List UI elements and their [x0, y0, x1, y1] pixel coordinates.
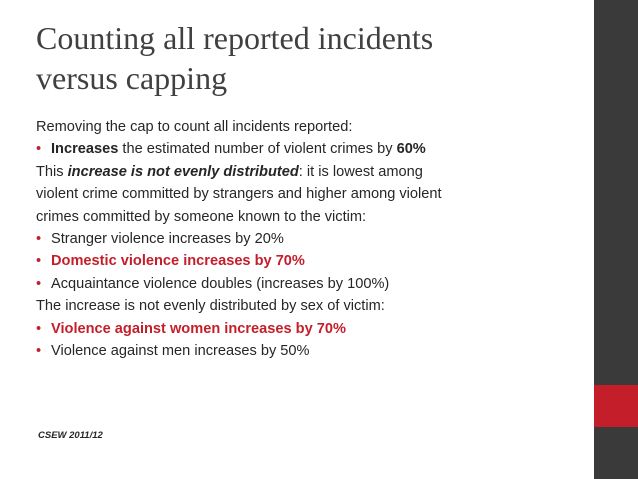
bullet-icon: •	[36, 320, 42, 337]
bullet-increases-bold: Increases	[51, 141, 119, 158]
distribution-paragraph-line-2: violent crime committed by strangers and higher among violent	[36, 186, 442, 203]
sidebar-accent-block	[594, 385, 638, 427]
bullet-men-violence	[36, 340, 556, 362]
bullet-increases	[36, 138, 556, 160]
bullet-increases-value: 60%	[396, 141, 426, 158]
bullet-women-violence	[36, 318, 556, 340]
bullet-women-text: Violence against women increases by 70%	[51, 320, 346, 337]
bullet-icon: •	[36, 231, 42, 248]
distribution-paragraph-line-1	[36, 161, 556, 183]
bullet-acquaintance-text: Acquaintance violence doubles (increases by 100%)	[51, 275, 390, 292]
slide-title	[36, 18, 556, 98]
bullet-icon: •	[36, 253, 42, 270]
bullet-acquaintance-violence	[36, 273, 556, 295]
sex-of-victim-paragraph: The increase is not evenly distributed by sex of victim:	[36, 298, 385, 315]
paragraph-rest: : it is lowest among	[298, 163, 423, 180]
slide-body	[36, 116, 556, 362]
paragraph-prefix: This	[36, 163, 68, 180]
bullet-domestic-text: Domestic violence increases by 70%	[51, 253, 305, 270]
distribution-paragraph-line-3: crimes committed by someone known to the victim:	[36, 208, 367, 225]
bullet-stranger-violence	[36, 228, 556, 250]
bullet-domestic-violence	[36, 250, 556, 272]
bullet-men-text: Violence against men increases by 50%	[51, 343, 310, 360]
bullet-icon: •	[36, 141, 42, 158]
bullet-increases-text: the estimated number of violent crimes by	[118, 141, 397, 158]
bullet-icon: •	[36, 275, 42, 292]
bullet-stranger-text: Stranger violence increases by 20%	[51, 231, 284, 248]
paragraph-emphasis: increase is not evenly distributed	[67, 163, 299, 180]
intro-text: Removing the cap to count all incidents reported:	[36, 119, 353, 135]
source-citation: CSEW 2011/12	[38, 430, 103, 441]
bullet-icon: •	[36, 343, 42, 360]
title-line-1: Counting all reported incidents	[36, 20, 434, 56]
title-line-2: versus capping	[36, 60, 228, 96]
